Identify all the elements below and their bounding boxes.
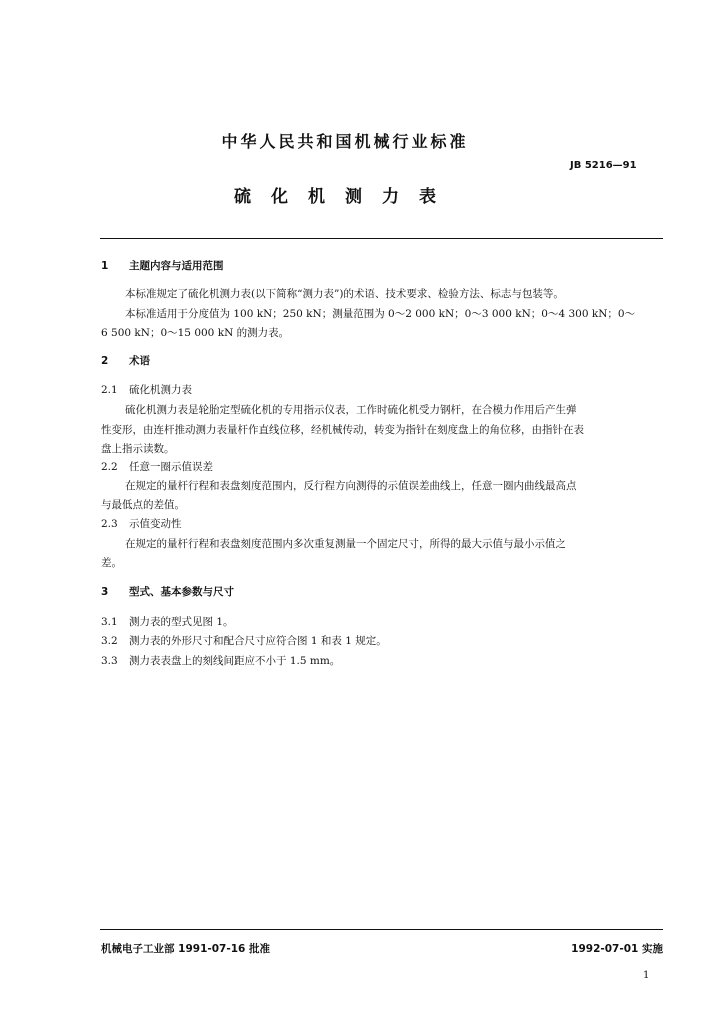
subsection-2-3-heading	[101, 516, 182, 531]
standard-title: 中华人民共和国机械行业标准	[221, 132, 469, 151]
subsection-3-3	[101, 653, 340, 668]
subsection-3-1-number: 3.1	[101, 616, 118, 628]
implementation-text: 1992-07-01 实施	[571, 943, 663, 955]
section-1-title: 主题内容与适用范围	[129, 260, 224, 272]
subsection-3-1-text: 测力表的型式见图 1。	[129, 616, 234, 628]
document-title: 硫化机测力表	[234, 187, 456, 207]
subsection-3-3-number: 3.3	[101, 655, 118, 667]
subsection-2-1-line-2: 性变形，由连杆推动测力表量杆作直线位移，经机械传动，转变为指针在刻度盘上的角位移，由指针在表	[101, 424, 584, 436]
section-1-heading	[101, 258, 224, 273]
subsection-2-1-line-3: 盘上指示读数。	[101, 443, 175, 455]
header-divider	[100, 238, 663, 239]
subsection-2-2-number: 2.2	[101, 461, 118, 473]
subsection-2-2-line-1: 在规定的量杆行程和表盘刻度范围内，反行程方向测得的示值误差曲线上，任意一圈内曲线最高点	[125, 480, 577, 492]
subsection-2-2-heading	[101, 459, 213, 474]
section-1-paragraph-1: 本标准规定了硫化机测力表(以下简称“测力表”)的术语、技术要求、检验方法、标志与包装等。	[125, 288, 564, 300]
subsection-3-2-number: 3.2	[101, 635, 118, 647]
subsection-2-1-line-1: 硫化机测力表是轮胎定型硫化机的专用指示仪表，工作时硫化机受力钢杆，在合模力作用后产生弹	[125, 404, 577, 416]
standard-code: JB 5216—91	[570, 160, 637, 171]
subsection-2-3-line-1: 在规定的量杆行程和表盘刻度范围内多次重复测量一个固定尺寸，所得的最大示值与最小示值之	[125, 538, 566, 550]
footer-divider	[100, 929, 663, 930]
subsection-3-2-text: 测力表的外形尺寸和配合尺寸应符合图 1 和表 1 规定。	[129, 635, 387, 647]
section-3-heading	[101, 584, 234, 599]
subsection-2-1-heading	[101, 382, 192, 397]
section-2-heading	[101, 353, 150, 368]
subsection-2-3-title: 示值变动性	[129, 518, 182, 530]
subsection-3-1	[101, 614, 234, 629]
page-number: 1	[643, 970, 650, 981]
subsection-2-1-number: 2.1	[101, 384, 118, 396]
subsection-2-3-line-2: 差。	[101, 557, 122, 569]
subsection-2-1-title: 硫化机测力表	[129, 384, 192, 396]
subsection-2-2-line-2: 与最低点的差值。	[101, 499, 185, 511]
section-1-paragraph-2-line-1: 本标准适用于分度值为 100 kN；250 kN；测量范围为 0～2 000 kN；0～3 000 kN；0～4 300 kN；0～	[125, 308, 636, 320]
subsection-2-3-number: 2.3	[101, 518, 118, 530]
section-3-number: 3	[101, 586, 109, 598]
section-2-number: 2	[101, 355, 109, 367]
approval-text: 机械电子工业部 1991-07-16 批准	[101, 943, 270, 955]
subsection-3-2	[101, 633, 387, 648]
section-3-title: 型式、基本参数与尺寸	[129, 586, 234, 598]
subsection-3-3-text: 测力表表盘上的刻线间距应不小于 1.5 mm。	[129, 655, 341, 667]
section-1-paragraph-2-line-2: 6 500 kN；0～15 000 kN 的测力表。	[101, 327, 290, 339]
section-1-number: 1	[101, 260, 109, 272]
subsection-2-2-title: 任意一圈示值误差	[129, 461, 213, 473]
section-2-title: 术语	[129, 355, 150, 367]
